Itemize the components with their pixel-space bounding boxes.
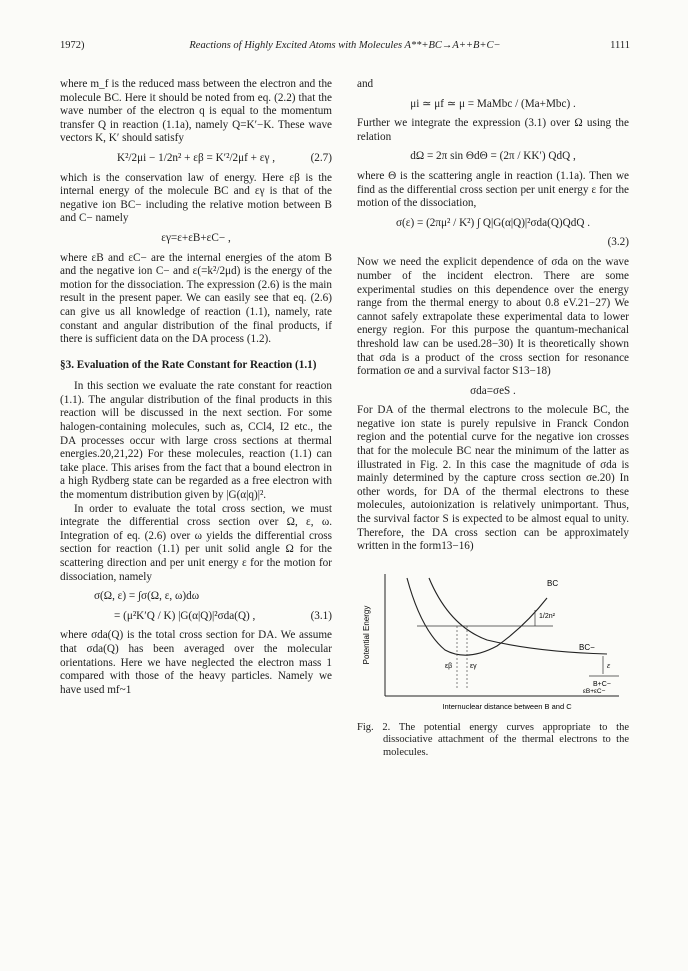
label-b-plus-c: B+C−	[593, 680, 611, 688]
equation-body: K²/2μi − 1/2n² + εβ = K′²/2μf + εγ ,	[116, 151, 276, 164]
equation-body: σ(ε) = (2πμ² / K²) ∫ Q|G(α|Q)|²σda(Q)QdQ .	[395, 216, 590, 229]
header-year: 1972)	[60, 40, 85, 51]
equation-number: (2.7)	[310, 151, 332, 164]
label-bc: BC	[547, 578, 559, 588]
equation-body: = (μ²K′Q / K) |G(α|Q)|²σda(Q) ,	[114, 609, 256, 622]
potential-energy-diagram	[357, 568, 629, 718]
equation-3-2-number-row	[357, 236, 629, 250]
equation-number: (3.1)	[310, 609, 332, 622]
paragraph: where εB and εC− are the internal energies of the atom B and the negative ion C− and ε(=k²/2μd) is the energy of the motion for the dissociation. The expression (2.6) is the main result in the present paper. We can easily see that eq. (2.6) can give us all knowledge of reaction (1.1), namely, rate constant and angular distribution of the final products, if there is sufficient data on the DA process (1.2).	[60, 251, 332, 346]
paragraph: which is the conservation law of energy. Here εβ is the internal energy of the molecule BC and εγ is that of the negative ion BC− including the relative motion between B and C− namely	[60, 171, 332, 225]
figure-caption: Fig. 2. The potential energy curves appropriate to the dissociative attachment of the thermal electrons to the molecules.	[357, 721, 629, 758]
running-header	[60, 40, 630, 56]
label-e-beta: εβ	[445, 662, 453, 670]
equation-3-2	[357, 217, 629, 231]
equation-solid-angle	[357, 150, 629, 164]
page-number: 1111	[610, 40, 630, 51]
label-bc-minus: BC−	[579, 642, 595, 652]
equation-gamma	[60, 232, 332, 246]
header-title: Reactions of Highly Excited Atoms with Molecules A**+BC→A++B+C−	[189, 40, 501, 51]
paragraph: where Θ is the scattering angle in reaction (1.1a). Then we find as the differential cross section per unit energy ε for the motion of the dissociation,	[357, 169, 629, 210]
paragraph: where σda(Q) is the total cross section for DA. We assume that σda(Q) has been averaged over the molecular orientations. Here we have neglected the electron mass 1 compared with those of the heavy particles. Namely we have used mf~1	[60, 629, 332, 696]
x-axis-label: Internuclear distance between B and C	[442, 701, 572, 711]
paragraph: For DA of the thermal electrons to the molecule BC, the negative ion state is purely repulsive in Franck Condon region and the potential curve for the negative ion crosses that for the molecule BC near the minimum of the latter as illustrated in Fig. 2. In this case the magnitude of σda is mainly determined by the capture cross section σe.20) In other words, for DA of the thermal electrons to these molecules, autoionization is relatively unimportant. Thus, the survival factor S is expected to be almost equal to unity. Therefore, the DA cross section can be approximately written in the form13−16)	[357, 404, 629, 553]
paragraph: and	[357, 78, 374, 90]
y-axis-label: Potential Energy	[362, 605, 371, 665]
equation-body: σda=σeS .	[470, 384, 516, 397]
label-eb-ec: εB+εC−	[583, 687, 606, 695]
section-heading: §3. Evaluation of the Rate Constant for Reaction (1.1)	[60, 358, 317, 371]
equation-sigma-da	[357, 385, 629, 399]
paragraph: Further we integrate the expression (3.1) over Ω using the relation	[357, 117, 629, 143]
paragraph: In this section we evaluate the rate constant for reaction (1.1). The angular distribution of the final products in this reaction will be discussed in the next section. For some halogen-containing molecules, such as, CCl4, I2 etc., the DA processes occur with large cross sections at thermal energies.20,21,22) For these molecules, reaction (1.1) can take place. This arises from the fact that a bound electron in a high Rydberg state can be regarded as a free electron with the momentum distribution given by |G(α|q)|².	[60, 380, 332, 502]
label-epsilon: ε	[607, 660, 611, 670]
equation-3-1-line1	[60, 590, 332, 604]
figure-2	[357, 568, 629, 760]
equation-body: dΩ = 2π sin ΘdΘ = (2π / KK′) QdQ ,	[410, 150, 576, 163]
right-column	[357, 78, 629, 759]
equation-3-1-line2	[60, 610, 332, 624]
equation-number: (3.2)	[607, 236, 629, 249]
left-column	[60, 78, 332, 697]
label-rydberg: 1/2n²	[539, 612, 555, 620]
equation-body: σ(Ω, ε) = ∫σ(Ω, ε, ω)dω	[94, 590, 200, 603]
bc-curve	[407, 578, 547, 655]
paragraph: where m_f is the reduced mass between the electron and the molecule BC. Here it should be noted from eq. (2.2) that the wave number of the electron q is equal to the momentum transfer Q in reaction (1.1a), namely Q=K′−K. These wave vectors K, K′ should satisfy	[60, 78, 332, 145]
label-e-gamma: εγ	[470, 662, 477, 670]
equation-2-7	[60, 152, 332, 166]
equation-body: μi ≃ μf ≃ μ = MaMbc / (Ma+Mbc) .	[410, 97, 576, 110]
paragraph: Now we need the explicit dependence of σda on the wave number of the incident electron. There are some experimental studies on this dependence over the energy range from the thermal energy to about 0.8 eV.21−27) We cannot safely extrapolate these experimental data to lower energy region. For this purpose the quantum-mechanical threshold law can be used.28−30) It is theoretically shown that σda is a product of the cross section for resonance formation σe and a survival factor S13−18)	[357, 256, 629, 378]
equation-body: εγ=ε+εB+εC− ,	[161, 231, 231, 244]
equation-reduced-mass	[357, 98, 629, 112]
paragraph: In order to evaluate the total cross section, we must integrate the differential cross section over Ω, ε, ω. Integration of eq. (2.6) over ω yields the differential cross section for reaction (1.1) per unit solid angle Ω for the scattering direction and per unit energy ε for the motion for dissociation, namely	[60, 502, 332, 583]
